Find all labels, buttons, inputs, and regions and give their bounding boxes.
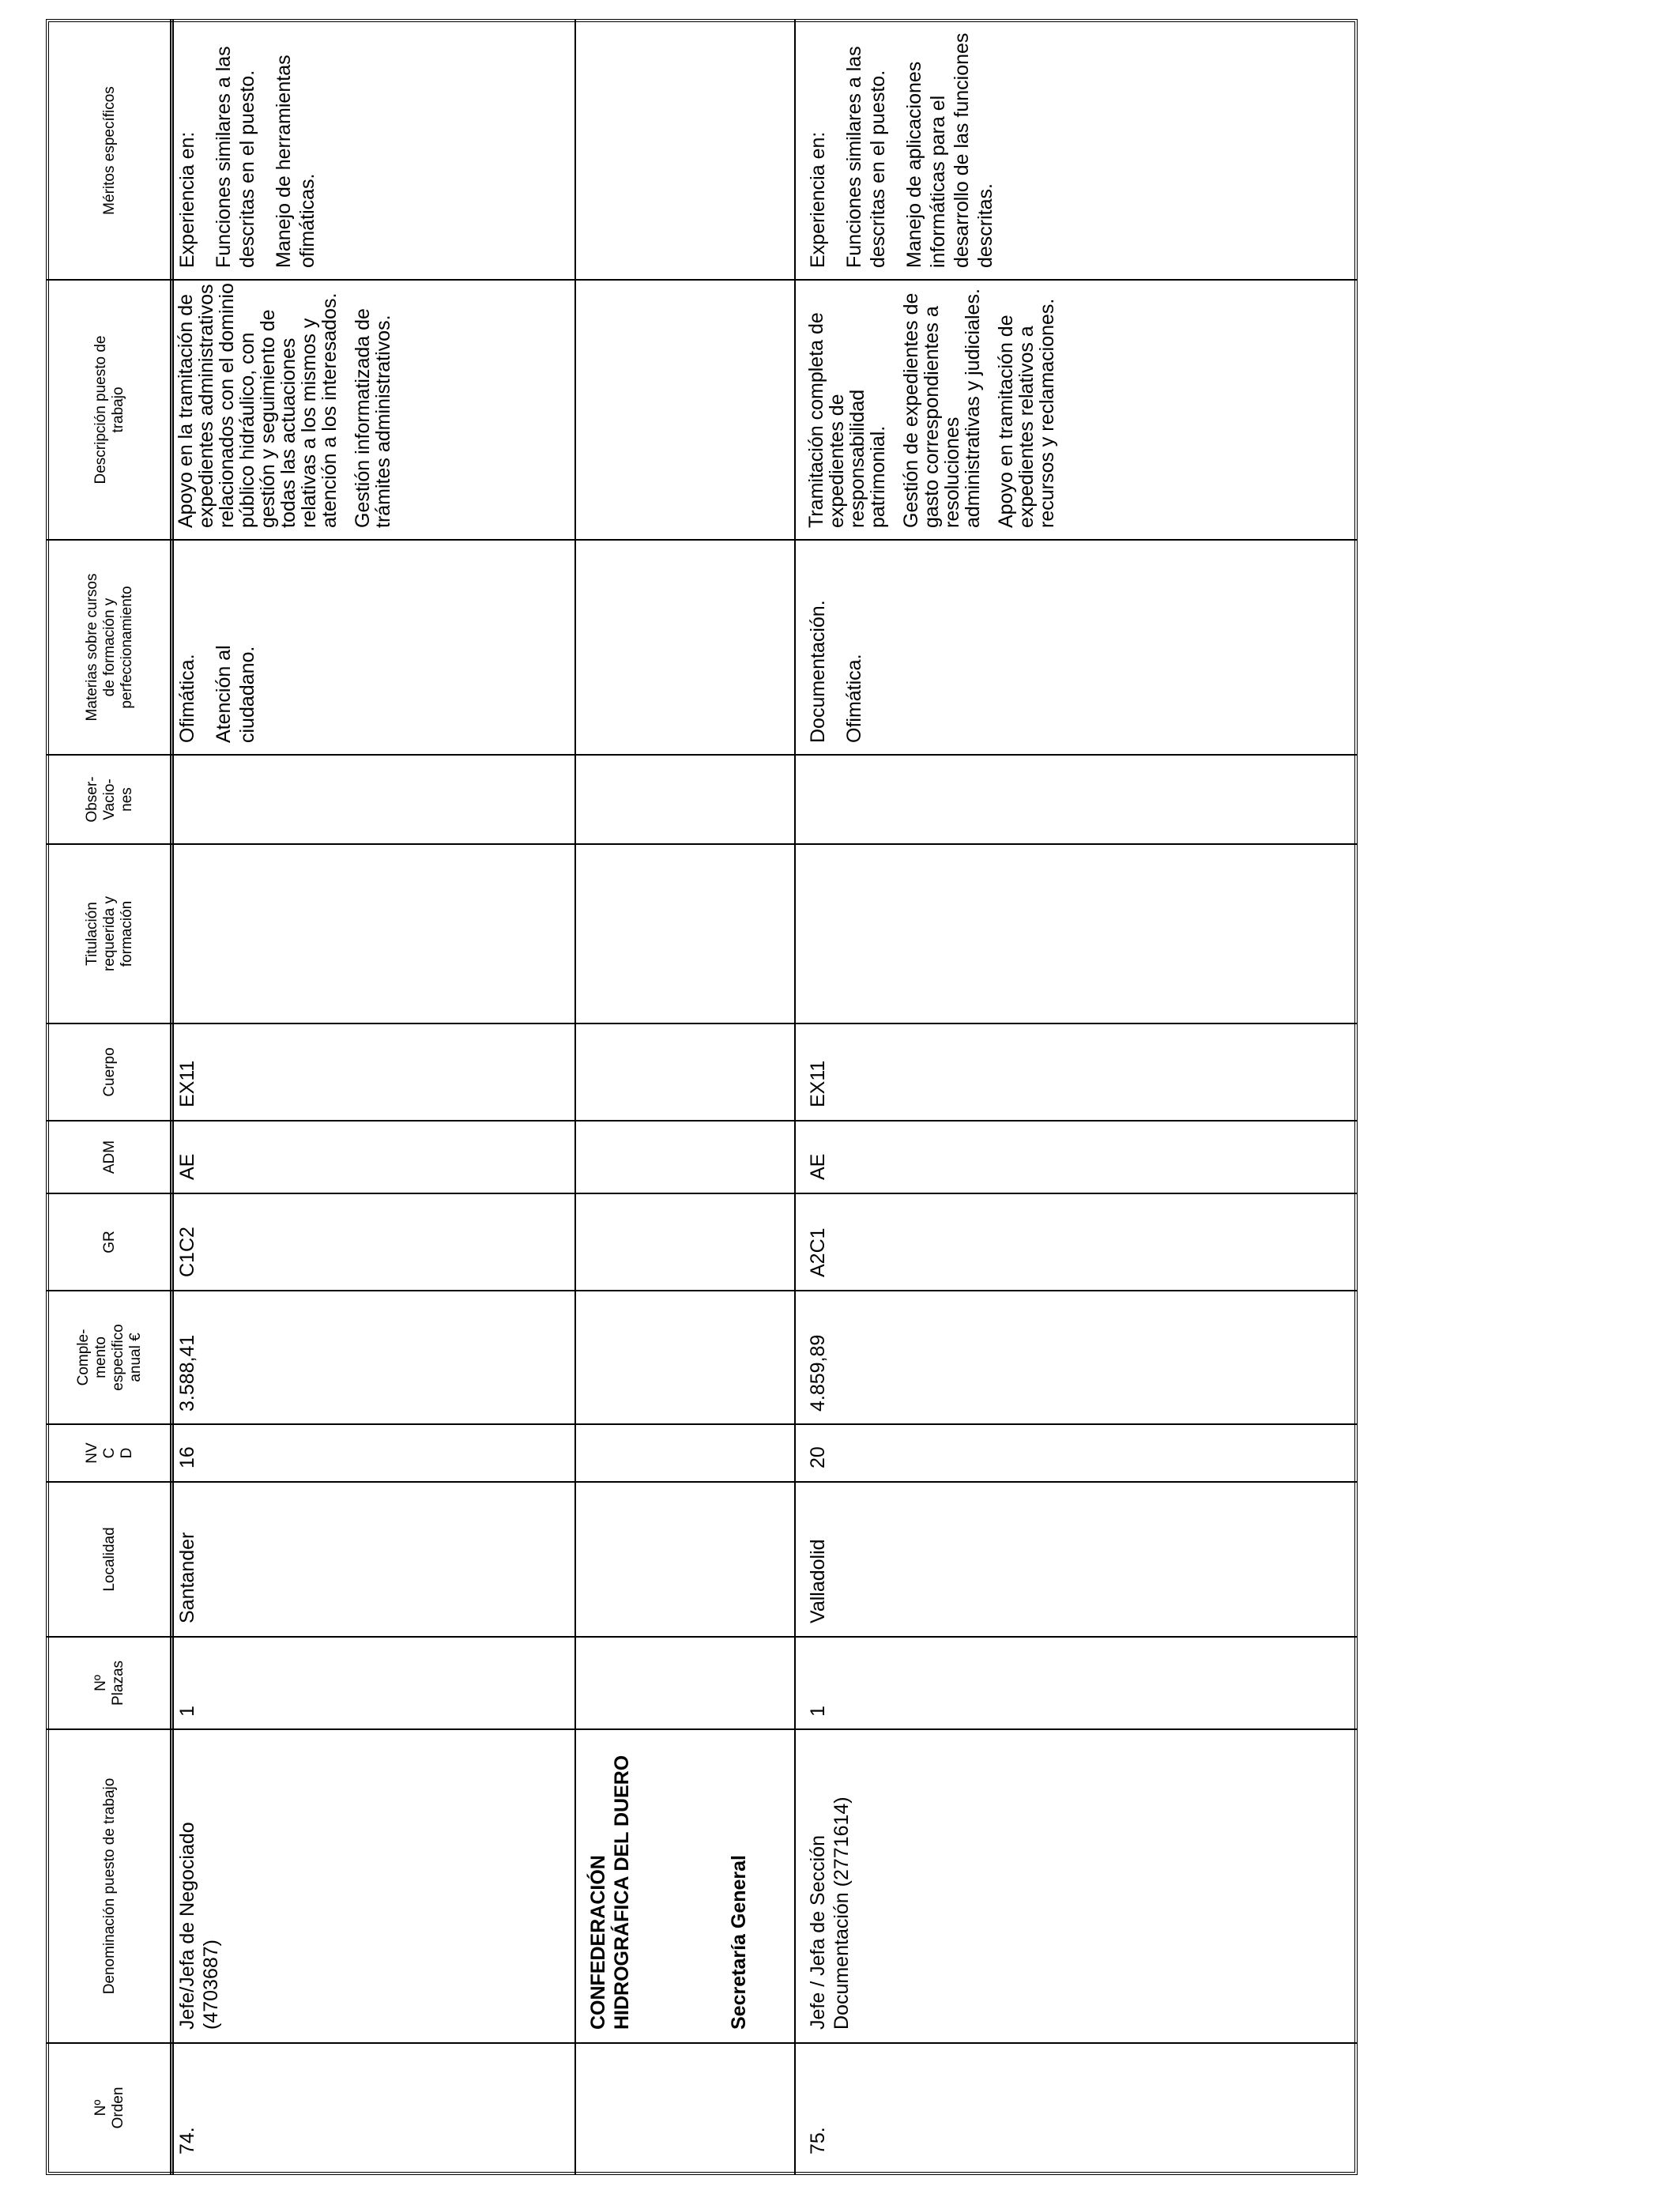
row-grupo: A2C1 xyxy=(807,1227,829,1277)
row-materias xyxy=(175,545,272,743)
header-localidad: Localidad xyxy=(101,1527,118,1592)
merito-item: Experiencia en: xyxy=(807,131,829,268)
merito-item: Manejo de aplicaciones informáticas para el desarrollo de las funciones descritas. xyxy=(903,32,996,268)
col-divider xyxy=(46,1481,1358,1483)
row-complemento: 3.588,41 xyxy=(176,1334,198,1412)
merito-item: Experiencia en: xyxy=(176,131,198,268)
row-materias xyxy=(806,545,879,743)
col-divider xyxy=(46,1120,1358,1122)
header-complemento: Comple- mento especifico anual € xyxy=(75,1324,144,1391)
row-nivel: 16 xyxy=(176,1446,198,1468)
row-descripcion xyxy=(806,283,1070,528)
row-complemento: 4.859,89 xyxy=(807,1334,829,1412)
row-cuerpo: EX11 xyxy=(807,1060,829,1107)
descripcion-item: Gestión de expedientes de gasto correspondientes a resoluciones administrativas y judiciales. xyxy=(900,288,984,528)
header-orden: Nº Orden xyxy=(92,2087,126,2129)
row-meritos xyxy=(175,31,332,268)
header-denominacion: Denominación puesto de trabajo xyxy=(101,1777,118,1995)
header-meritos: Méritos específicos xyxy=(101,86,118,215)
col-divider xyxy=(46,1728,1358,1730)
row-plazas: 1 xyxy=(807,1706,829,1717)
col-divider xyxy=(46,1023,1358,1024)
row-orden: 74. xyxy=(176,2127,198,2154)
header-observaciones: Obser- Vacio- nes xyxy=(84,776,135,823)
descripcion-item: Apoyo en la tramitación de expedientes administrativos relacionados con el dominio público hidráulico, con gestión y seguimiento de todas las actuaciones relativas a los mismos y atención a los interesados. xyxy=(175,283,341,528)
materia-item: Atención al ciudadano. xyxy=(213,645,258,743)
row-grupo: C1C2 xyxy=(176,1227,198,1277)
header-titulacion: Titulación requerida y formación xyxy=(84,895,135,972)
row-plazas: 1 xyxy=(176,1706,198,1717)
header-adm: ADM xyxy=(101,1140,118,1174)
row-adm: AE xyxy=(176,1153,198,1180)
header-grupo: GR xyxy=(101,1231,118,1253)
col-divider xyxy=(46,539,1358,541)
row-orden: 75. xyxy=(807,2127,829,2154)
header-rule xyxy=(170,19,174,2175)
materia-item: Ofimática. xyxy=(843,654,865,743)
row-meritos xyxy=(806,31,1010,268)
col-divider xyxy=(46,1290,1358,1291)
header-nivel: NV C D xyxy=(84,1442,135,1464)
col-divider xyxy=(46,754,1358,756)
col-divider xyxy=(46,1423,1358,1425)
col-divider xyxy=(46,1193,1358,1194)
merito-item: Manejo de herramientas ofimáticas. xyxy=(273,55,318,268)
header-descripcion: Descripción puesto de trabajo xyxy=(92,335,126,484)
row-localidad: Santander xyxy=(176,1532,198,1623)
row-separator xyxy=(574,19,576,2175)
header-plazas: Nº Plazas xyxy=(92,1660,126,1706)
row-descripcion xyxy=(175,283,406,528)
merito-item: Funciones similares a las descritas en el puesto. xyxy=(213,46,258,268)
header-materias: Materias sobre cursos de formación y perfeccionamiento xyxy=(84,573,135,722)
row-localidad: Valladolid xyxy=(807,1539,829,1623)
merito-item: Funciones similares a las descritas en el puesto. xyxy=(843,46,889,268)
col-divider xyxy=(46,843,1358,845)
descripcion-item: Gestión informatizada de trámites administrativos. xyxy=(352,308,394,528)
unidad-heading: Secretaría General xyxy=(728,1855,750,2030)
descripcion-item: Apoyo en tramitación de expedientes relativos a recursos y reclamaciones. xyxy=(995,298,1058,528)
col-divider xyxy=(46,2042,1358,2044)
row-nivel: 20 xyxy=(807,1446,829,1468)
row-denominacion: Jefe / Jefa de Sección Documentación (2771614) xyxy=(807,1796,853,2030)
organismo-heading: CONFEDERACIÓN HIDROGRÁFICA DEL DUERO xyxy=(587,1755,633,2030)
col-divider xyxy=(46,279,1358,281)
row-adm: AE xyxy=(807,1153,829,1180)
materia-item: Ofimática. xyxy=(176,654,198,743)
col-divider xyxy=(46,1636,1358,1638)
descripcion-item: Tramitación completa de expedientes de responsabilidad patrimonial. xyxy=(805,312,889,528)
row-cuerpo: EX11 xyxy=(176,1060,198,1107)
materia-item: Documentación. xyxy=(807,600,829,743)
header-cuerpo: Cuerpo xyxy=(101,1047,118,1097)
row-separator xyxy=(794,19,796,2175)
row-denominacion: Jefe/Jefa de Negociado (4703687) xyxy=(176,1822,222,2030)
